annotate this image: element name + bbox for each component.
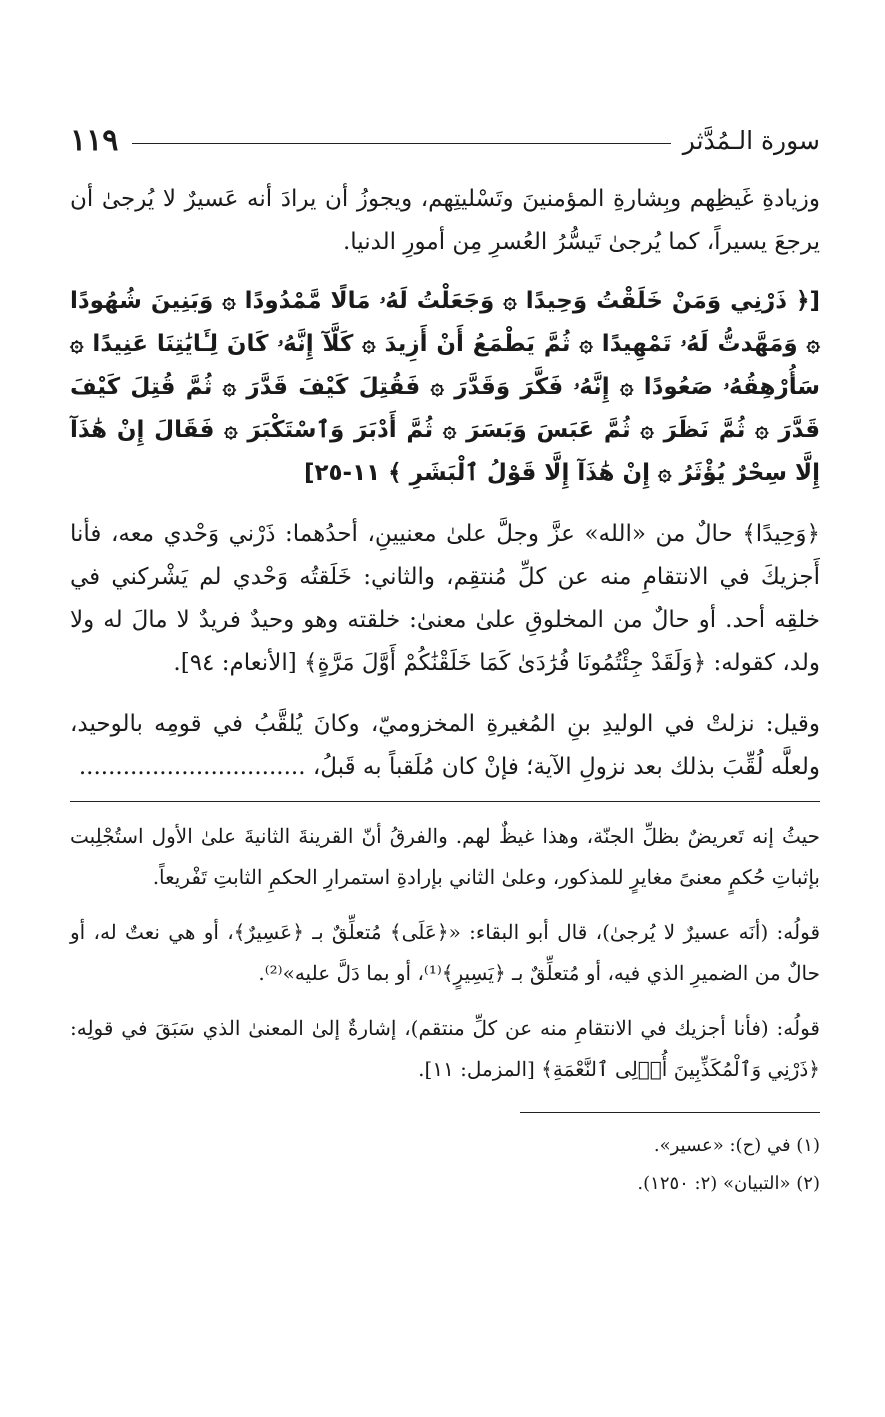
gloss-paragraph-2: قولُه: (أنَه عسيرٌ لا يُرجىٰ)، قال أبو البقاء: «﴿عَلَى﴾ مُتعلِّقٌ بـ ﴿عَسِيرٌ﴾، أو هي نعتٌ له، أو حالٌ من الضميرِ الذي فيه، أو مُتعلِّقٌ بـ ﴿يَسِيرٍ﴾⁽¹⁾، أو بما دَلَّ عليه»⁽²⁾. <box>70 920 820 985</box>
footnote-rule <box>520 1112 820 1113</box>
footnotes <box>70 1127 820 1203</box>
footnote-2: (٢) «التبيان» (٢: ١٢٥٠). <box>637 1173 820 1194</box>
surah-title: سورة الـمُدَّثر <box>682 125 820 155</box>
gloss-divider <box>70 801 820 802</box>
main-commentary <box>70 178 820 789</box>
running-header <box>70 110 820 170</box>
gloss-paragraph-1: حيثُ إنه تَعريضٌ بظلِّ الجنّة، وهذا غيظٌ لهم. والفرقُ أنّ القرينةَ الثانيةَ علىٰ الأول استُجْلِبت بإثباتِ حُكمٍ معنىً مغايرٍ للمذكور، وعلىٰ الثاني بإرادةِ استمرارِ الحكمِ الثابتِ تَفْريعاً. <box>70 824 820 889</box>
footnote-1: (١) في (ح): «عسير». <box>653 1135 820 1156</box>
book-page <box>70 110 820 1203</box>
paragraph-walid: وقيل: نزلتْ في الوليدِ بنِ المُغيرةِ المخزوميّ، وكانَ يُلقَّبُ في قومِه بالوحيد، ولعلَّه لُقِّبَ بذلك بعد نزولِ الآية؛ فإنْ كان مُلَقباً به قَبلُ، ............................... <box>70 711 820 780</box>
paragraph-1: وزيادةِ غَيظِهم وبِشارةِ المؤمنينَ وتَسْليتِهم، ويجوزُ أن يرادَ أنه عَسيرٌ لا يُرجىٰ أن يرجعَ يسيراً، كما يُرجىٰ تَيسُّرُ العُسرِ مِن أمورِ الدنيا. <box>70 186 820 255</box>
header-rule <box>132 143 670 144</box>
quran-verses-block: [﴿ ذَرْنِي وَمَنْ خَلَقْتُ وَحِيدًا ۞ وَجَعَلْتُ لَهُۥ مَالًا مَّمْدُودًا ۞ وَبَنِينَ شُهُودًا ۞ وَمَهَّدتُّ لَهُۥ تَمْهِيدًا ۞ ثُمَّ يَطْمَعُ أَنْ أَزِيدَ ۞ كَلَّآ إِنَّهُۥ كَانَ لِـَٔايَٰتِنَا عَنِيدًا ۞ سَأُرْهِقُهُۥ صَعُودًا ۞ إِنَّهُۥ فَكَّرَ وَقَدَّرَ ۞ فَقُتِلَ كَيْفَ قَدَّرَ ۞ ثُمَّ قُتِلَ كَيْفَ قَدَّرَ ۞ ثُمَّ نَظَرَ ۞ ثُمَّ عَبَسَ وَبَسَرَ ۞ ثُمَّ أَدْبَرَ وَٱسْتَكْبَرَ ۞ فَقَالَ إِنْ هَٰذَآ إِلَّا سِحْرٌ يُؤْثَرُ ۞ إِنْ هَٰذَآ إِلَّا قَوْلُ ٱلْبَشَرِ ﴾ ١١-٢٥] <box>70 288 820 486</box>
paragraph-wahid: ﴿وَحِيدًا﴾ حالٌ من «الله» عزَّ وجلَّ علىٰ معنيينِ، أحدُهما: ذَرْني وَحْدي معه، فأنا أَجزيكَ في الانتقامِ منه عن كلِّ مُنتقِم، والثاني: خَلَقتُه وَحْدي لم يَشْركني في خلقِه أحد. أو حالٌ من المخلوقِ علىٰ معنىٰ: خلقته وهو وحيدٌ فريدٌ لا مالَ له ولا ولد، كقوله: ﴿وَلَقَدْ جِئْتُمُونَا فُرَٰدَىٰ كَمَا خَلَقْنَٰكُمْ أَوَّلَ مَرَّةٍ﴾ [الأنعام: ٩٤]. <box>70 521 820 676</box>
page-number: ١١٩ <box>70 122 119 158</box>
gloss-paragraph-3: قولُه: (فأنا أجزيك في الانتقامِ منه عن كلِّ منتقم)، إشارةٌ إلىٰ المعنىٰ الذي سَبَقَ في قولِه: ﴿ذَرْنِي وَٱلْمُكَذِّبِينَ أُو۟لِى ٱلنَّعْمَةِ﴾ [المزمل: ١١]. <box>70 1016 820 1081</box>
gloss-commentary <box>70 816 820 1090</box>
